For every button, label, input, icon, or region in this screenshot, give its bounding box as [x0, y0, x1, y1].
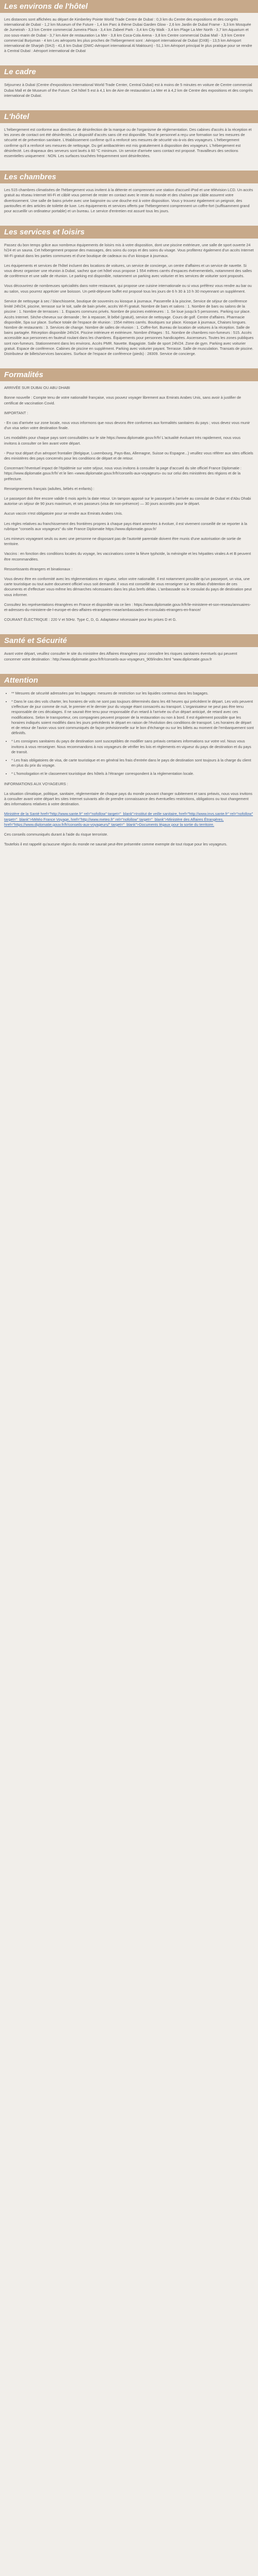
formalites-text-10: Aucun vaccin n'est obligatoire pour se rendre aux Emirats Arabes Unis. [4, 511, 123, 516]
loisirs-text-4: Service de nettoyage à sec / blanchisserie, boutique de souvenirs ou kiosque à journaux. Passerelle à la piscine, Service de séjour de conférence limité 24h/24, piscine, terrasse sur le toit, salle de bain privée, accès Wi-Fi gratuit. Nombre de bars et salons : 1. Nombre de bars ou salons de la piscine : 1. Nombre de terrasses : 1. Espaces communs privés. Nombre de piscines extérieures : 1. Se loue jusqu'à 5 personnes. Parking sur place. Accès Internet. Sèche-cheveux sur demande ; fer à repasser, lit bébé (gratuit), service de nettoyage. Cours de golf. Centre d'affaires. Pharmacie disponible, Spa sur place. Surface totale de l'espace de réunion : 1554 mètres carrés. Boutiques sur place. Kiosque à journaux, Chaises longues. Nombre de restaurants : 3. Services de change. Nombre de salles de réunion : 1. Coffre-fort. Bureau de location de voitures à la réception. Salle de bains partagée. Réception disponible 24h/24. Piscine intérieure et extérieure. Nombre d'étages : 51. Nombre de chambres non-fumeurs : 515. Accès accessible aux personnes en fauteuil roulant dans les chambres. Équipements pour personnes handicapées. Ascenseurs. Toutes les zones publiques sont non-fumeurs. Stationnement dans les environs. Accès PMR. Navette. Bagagiste. Salle de sport 24h/24. Zone de gym. Parking avec voiturier gratuit. Espace de conférence. Cabines de piscine en supplément. Parking avec voiturier payant. Terrasse. Salle de musculation. Transats de piscine. Distributeur de billets/services bancaires. Surface de l'espace de conférence (pieds) : 28309. Service de concierge. [4, 298, 254, 356]
section-body-chambres [0, 183, 258, 226]
section-body-cadre [0, 78, 258, 110]
infos-text-1: INFORMATIONS AUX VOYAGEURS : [4, 781, 68, 786]
attention-item: • ** Mesures de sécurité adressées par les bagages: mesures de restriction sur les liquides contenus dans les bagages. [11, 691, 254, 696]
formalites-text-15: Vous devez être en conformité avec les réglementations en vigueur, selon votre nationalité. Il est notamment possible qu'un passeport, un visa, une carte touristique ou tout autre document officiel vous soit demandé. Il vous est conseillé de vous renseigner sur les délais d'obtention de ces documents et d'effectuer vous-même les démarches nécessaires dans les plus brefs délais. L'ambassade ou le consulat du pays de destination peut vous informer. [4, 577, 252, 597]
sante-text: Avant votre départ, veuillez consulter le site du ministère des Affaires étrangères pour connaître les risques sanitaires éventuels qui peuvent concerner votre destination : http://www.diplomatie.gouv.fr/fr/conseils-aux-voyageurs_909/index.html "www.diplomatie.gouv.fr [4, 651, 237, 662]
section-body-hotel [0, 123, 258, 171]
formalites-text-16: Consultez les représentations étrangères en France et disponible via ce lien : https://www.diplomatie.gouv.fr/fr/le-ministere-et-son-reseau/annuaires-et-adresses-du-ministere-de-l-europe-et-des-affaires-etrangeres-meae/ambassades-et-consulats-etrangers-en-france/ [4, 602, 251, 613]
loisirs-text-1: Passez du bon temps grâce aux nombreux équipements de loisirs mis à votre disposition, dont une piscine extérieure, une salle de sport ouverte 24 h/24 et un sauna. Cet hébergement propose des massages, des soins du corps et des soins du visage. Vous profiterez également d'un accès Internet Wi-Fi gratuit dans les parties communes et d'une boutique de cadeaux ou d'un kiosque à journaux. [4, 243, 254, 258]
section-heading-formalites: Formalités [0, 368, 258, 381]
section-body-loisirs [0, 239, 258, 368]
section-heading-chambres: Les chambres [0, 171, 258, 183]
page [0, 0, 258, 859]
formalites-text-14: Ressortissants étrangers et binationaux : [4, 566, 73, 571]
attention-list [11, 691, 254, 777]
attention-item: • * Dans le cas des vols charter, les horaires de vols ne sont pas toujours déterminés dans les 48 heures qui précèdent le départ. Les vols peuvent s'effectuer de jour comme de nuit, le premier et le dernier jour du voyage étant consacrés au transport. L'organisateur ne peut pas être tenu responsable de ces décalages. Il ne saurait être tenu pour responsable d'un retard à l'arrivée ou d'un départ anticipé, de retard avec ces modifications. Selon le transporteur, ces compagnies peuvent proposer de la restauration ou non à bord. Il est également possible que les horaires indiqués soient modifiés dans les jours précédents le départ en raison de l'évolution des conditions de transport. Les horaires de départ et de retour de l'avion vous sont communiqués de façon prévisionnelle sur le bon d'échange ou sur les billets au moment de l'embarquement sont définitifs. [11, 699, 254, 736]
infos-links[interactable]: Ministère de la Santé href="http://www.sante.fr" rel="nofollow" target="_blank">Institut de veille sanitaire, href="http://www.invs.sante.fr" rel="nofollow" target="_blank">Météo France Voyage, href="http://www.meteo.fr" rel="nofollow" target="_blank">Ministère des Affaires Étrangères, href="https://www.diplomatie.gouv.fr/fr/conseils-aux-voyageurs/" target="_blank">Documents légaux pour la sortie du territoire. [4, 811, 253, 827]
section-heading-loisirs: Les services et loisirs [0, 226, 258, 239]
formalites-text-3: IMPORTANT : [4, 410, 28, 415]
section-body-attention [0, 687, 258, 859]
section-heading-cadre: Le cadre [0, 65, 258, 78]
section-heading-attention: Attention [0, 674, 258, 687]
section-body-sante [0, 647, 258, 673]
attention-item: • * Les frais obligatoires de visa, de carte touristique et en général les frais d'entrée dans le pays de destination sont toujours à la charge du client en plus du prix du voyage. [11, 758, 254, 768]
formalites-text-9: Le passeport doit être encore valide 6 mois après la date retour. Un tampon apposé sur le passeport à l'arrivée au consulat de Dubaï et d'Abu Dhabi autorise un séjour de 90 jours maximum, et ses passeurs (visa de non-présence) — 30 jours accordés pour le départ. [4, 496, 251, 506]
formalites-text-2: Bonne nouvelle : Compte tenu de votre nationalité française, vous pouvez voyager librement aux Emirats Arabes Unis, sans avoir à justifier de certificat de vaccination Covid. [4, 395, 241, 405]
section-body-environs [0, 13, 258, 65]
formalites-text-12: Les mineurs voyageant seuls ou avec une personne ne disposant pas de l'autorité parentale doivent être munis d'une autorisation de sortie de territoire. [4, 536, 241, 547]
infos-text-2: La situation climatique, politique, sanitaire, réglementaire de chaque pays du monde pouvant changer subitement et sans préavis, nous vous invitons à consulter avant votre départ les sites Internet suivants afin de prendre connaissance des éventuelles restrictions, obligations ou tout changement des informations relatives à votre destination. [4, 791, 253, 807]
formalites-text-4: - En cas d'arrivée sur zone locale, nous vous informons que nous devons être conformes aux formalités sanitaires du pays ; vous devez vous munir d'un visa selon votre destination finale. [4, 420, 250, 431]
attention-item: • * Les consignes sanitaires du pays de destination sont susceptibles de modifier sans préavis certaines informations sur votre vol. Nous vous invitons à vous renseigner. Nous recommandons à nos voyageurs de vérifier les lois et règlements en vigueur du pays de destination et du pays de transit. [11, 739, 254, 755]
infos-text-4: Toutefois il est rappelé qu'aucune région du monde ne saurait peut-être présentée comme exempte de tout risque pour les voyageurs. [4, 842, 228, 847]
environs-text: Les distances sont affichées au départ de Kimberley Pointe World Trade Centre de Dubaï : 0,3 km du Centre des expositions et des congrès international de Dubaï - 1,2 km Museum of the Future - 1,4 km Parc à thème Dubai Garden Glow - 2,6 km Jardin de Dubaï Frame - 3,3 km Mosquée de Jumeirah - 3,3 km Centre commercial Jumeira Plaza - 3,4 km Zabeel Park - 3,4 km City Walk - 3,4 km Plage La Mer North - 3,7 km Aquarium et zoo sous-marin de Dubaï - 3,7 km Aire de restauration La Mer - 3,8 km Coca-Cola Arena - 3,8 km Centre commercial Dubai Mall - 3,9 km Centre commercial Burjuman - 4 km Les aéroports les plus proches de l'hébergement sont : Aéroport international de Dubaï (DXB) - 13,5 km Aéroport international de Sharjah (SHJ) - 41,6 km Dubaï (DWC-Aéroport international Al Maktoum) - 51,1 km Aéroport principal le plus pratique pour se rendre à Central Dubaï : Aéroport international de Dubaï [4, 17, 252, 54]
formalites-text-13: Vaccins : en fonction des conditions locales du voyage, les vaccinations contre la fièvre typhoïde, la méningite et les hépatites virales A et B peuvent être recommandées. [4, 551, 251, 562]
section-heading-hotel: L'hôtel [0, 110, 258, 123]
loisirs-text-3: Vous découvrirez de nombreuses spécialités dans notre restaurant, qui propose une cuisine internationale ou si vous préférez vous rendre au bar ou au salon, vous pourrez apprécier une boisson. Un petit-déjeuner buffet est proposé tous les jours de 6 h 30 à 10 h 30 moyennant un supplément. [4, 283, 252, 294]
formalites-text-5: Les modalités pour chaque pays sont consultables sur le site https://www.diplomatie.gouv.fr/fr/ L'actualité évoluant très rapidement, nous vous invitons à consulter ce lien avant votre départ. [4, 435, 240, 446]
loisirs-text-2: Les équipements et services de l'hôtel incluent des locations de voitures, un service de concierge, un centre d'affaires et un service de navette. Si vous devez organiser une réunion à Dubaï, sachez que cet hôtel vous propose 1 554 mètres carrés d'espaces événementiels, notamment des salles de conférence et une salle de réunion. Le parking est disponible, notamment un parking avec voiturier et les services de voiturier sont proposés. [4, 263, 252, 279]
section-body-formalites [0, 381, 258, 634]
section-heading-sante: Santé et Sécurité [0, 634, 258, 647]
formalites-text-1: ARRIVÉE SUR DUBAI OU ABU DHABI [4, 385, 70, 391]
formalites-text-8: Renseignements français (adultes, bébés et enfants) : [4, 486, 94, 491]
formalites-text-17: COURANT ÉLECTRIQUE : 220 V et 50Hz. Type C, D, G. Adaptateur nécessaire pour les prises D et G. [4, 617, 177, 622]
hotel-text: L'hébergement est conforme aux directives de désinfection de la marque ou de l'organisme de réglementation. Des cabines d'accès à la réception et les zones de contact ont été désinfectés. Le dispositif d'accès sans clé est disponible. Tout le personnel a reçu une formation sur les mesures de sécurité et de prévention sanitaire. L'établissement confirme qu'il a renforcé ses mesures de sécurité vis-à-vis des voyageurs. L'hébergement confirme qu'il a renforcé ses mesures de nettoyage. Du gel antibactérien est mis gratuitement à disposition des voyageurs. L'hébergement est désinfecté. Les drapeaux des serveurs sont lavés à 60 °C minimum. Un service d'arrivée sans contact est proposé. Travailleurs des sections essentielles uniquement : NON. Les surfaces touchées fréquemment sont désinfectées. [4, 127, 252, 159]
infos-text-3: Ces conseils communiqués durant à l'aide du risque terroriste. [4, 832, 108, 837]
formalites-text-6: - Pour tout départ d'un aéroport frontalier (Belgique, Luxembourg, Pays-Bas, Allemagne, Suisse ou Espagne...) veuillez vous référer aux sites officiels des ministères des pays concernés pour les conditions de départ et de retour. [4, 450, 253, 461]
formalites-text-11: Les règles relatives au franchissement des frontières propres à chaque pays étant amenées à évoluer, il est vivement conseillé de se reporter à la rubrique "conseils aux voyageurs" du site France Diplomatie https://www.diplomatie.gouv.fr/ [4, 521, 247, 531]
attention-item: • * L'homologation et le classement touristique des hôtels à l'étranger correspondent à la réglementation locale. [11, 771, 254, 776]
cadre-text: Séjournez à Dubaï (Centre d'expositions International World Trade Center, Central Dubaï) est à moins de 5 minutes en voiture de Centre commercial Dubai Mall et de Museum of the Future. Cet hôtel 5 est à 4,1 km de Aire de restauration La Mer et à 4,2 km de Centre des expositions et des congrès international de Dubaï. [4, 82, 253, 98]
chambres-text: Les 515 chambres climatisées de l'hébergement vous invitent à la détente et comprennent une station d'accueil iPod et une télévision LCD. Un accès gratuit au réseau Internet Wi-Fi et câblé vous permet de rester en contact avec le reste du monde et des chaînes par câble assurent votre divertissement. Une salle de bains privée avec une baignoire ou une douche est à votre disposition. Vous y trouvez également un peignoir, des pantoufles et des articles de toilette de luxe. Les équipements et services offerts par l'hébergement comprennent un coffre-fort (suffisamment grand pour accueillir un ordinateur portable) et un bureau. Le service d'entretien est assuré tous les jours. [4, 188, 253, 214]
section-heading-environs: Les environs de l'hôtel [0, 0, 258, 13]
formalites-text-7: Concernant l'éventuel impact de l'épidémie sur votre séjour, nous vous invitons à consulter la page d'accueil du site officiel France Diplomatie : https://www.diplomatie.gouv.fr/fr/ et le lien «www.diplomatie.gouv.fr/fr/conseils-aux-voyageurs» ou sur celui des ministères des régions et de la préfecture. [4, 466, 241, 481]
